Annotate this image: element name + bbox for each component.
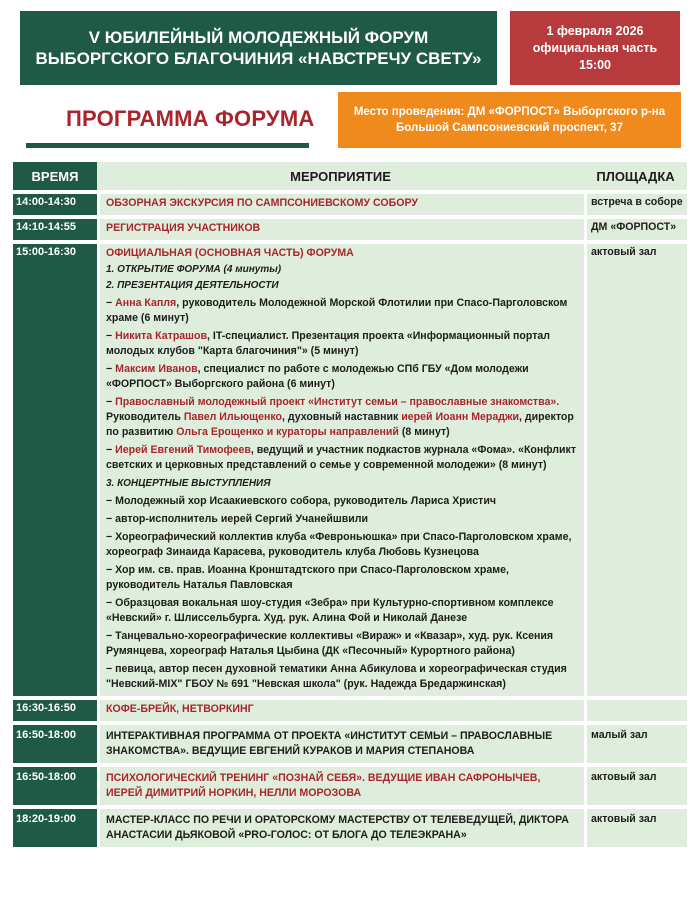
event-date: 1 февраля 2026 (546, 23, 644, 38)
official-part-label: официальная часть (532, 40, 658, 55)
row-time: 18:20-19:00 (13, 809, 97, 851)
presentation-item: − Никита Катрашов, IT-специалист. Презентация проекта «Информационный портал молодых клубов "Карта благочиния"» (5 минут) (106, 330, 551, 357)
list-item: − Хореографический коллектив клуба «Февроньюшка» при Спасо-Парголовском храме, хореограф Зинаида Карасева, руководитель клуба Любовь Кузнецова (106, 531, 572, 558)
table-header-row (13, 162, 687, 194)
official-part-time: 15:00 (579, 57, 611, 72)
header-place: ПЛОЩАДКА (584, 162, 687, 194)
venue-banner (338, 92, 681, 148)
list-item: − певица, автор песен духовной тематики Анна Абикулова и хореографическая студия "Невский-MIX" ГБОУ № 691 "Невская школа" (рук. Надежда Бредаржинская) (106, 663, 567, 690)
table-row (13, 194, 687, 219)
row-place: ДМ «ФОРПОСТ» (584, 219, 687, 244)
schedule-table (13, 162, 687, 851)
row-event-title: ИНТЕРАКТИВНАЯ ПРОГРАММА ОТ ПРОЕКТА «ИНСТИТУТ СЕМЬИ – ПРАВОСЛАВНЫЕ ЗНАКОМСТВА». ВЕДУЩИЕ ЕВГЕНИЙ КУРАКОВ И МАРИЯ СТЕПАНОВА (106, 730, 553, 757)
speaker-name: Максим Иванов (115, 363, 198, 375)
row-place: встреча в соборе (584, 194, 687, 219)
row-place: актовый зал (584, 809, 687, 851)
table-row (13, 809, 687, 851)
list-item: − Танцевально-хореографические коллективы «Вираж» и «Квазар», худ. рук. Ксения Румянцева, хореограф Наталья Цыбина (ДК «Песочный» Курортного района) (106, 630, 554, 657)
row-event-title: МАСТЕР-КЛАСС ПО РЕЧИ И ОРАТОРСКОМУ МАСТЕРСТВУ ОТ ТЕЛЕВЕДУЩЕЙ, ДИКТОРА АНАСТАСИИ ДЬЯКОВОЙ «PRO-ГОЛОС: ОТ БЛОГА ДО ТЕЛЕЭКРАНА» (106, 814, 569, 841)
program-title: ПРОГРАММА ФОРУМА (66, 106, 315, 131)
venue-line2: Большой Сампсониевский проспект, 37 (396, 122, 623, 134)
speaker-name: Никита Катрашов (115, 330, 207, 342)
speaker-name: Ольга Ерощенко и кураторы направлений (176, 426, 399, 438)
speaker-name: Иерей Евгений Тимофеев (115, 444, 251, 456)
list-item: − Образцовая вокальная шоу-студия «Зебра» при Культурно-спортивном комплексе «Невский» г. Шлиссельбурга. Худ. рук. Алина Фой и Николай Данезе (106, 597, 554, 624)
section-concerts: 3. КОНЦЕРТНЫЕ ВЫСТУПЛЕНИЯ (106, 478, 271, 489)
row-place (584, 700, 687, 725)
section-opening: 1. ОТКРЫТИЕ ФОРУМА (4 минуты) (106, 264, 282, 275)
row-time: 16:50-18:00 (13, 767, 97, 809)
speaker-name: Анна Капля (115, 297, 177, 309)
presentation-item: − Иерей Евгений Тимофеев, ведущий и участник подкастов журнала «Фома». «Конфликт светских и церковных представлений о семье у современной молодежи» (8 минут) (106, 444, 577, 471)
program-title-underline (26, 143, 309, 148)
row-event-title: ОФИЦИАЛЬНАЯ (ОСНОВНАЯ ЧАСТЬ) ФОРУМА (106, 247, 354, 259)
table-row (13, 219, 687, 244)
header-time: ВРЕМЯ (13, 162, 97, 194)
list-item: − автор-исполнитель иерей Сергий Учанейшвили (106, 513, 368, 525)
venue-line1: Место проведения: ДМ «ФОРПОСТ» Выборгского р-на (353, 106, 666, 118)
section-presentations: 2. ПРЕЗЕНТАЦИЯ ДЕЯТЕЛЬНОСТИ (106, 280, 279, 291)
row-time: 16:50-18:00 (13, 725, 97, 767)
date-banner (510, 11, 680, 85)
forum-title-line2: ВЫБОРГСКОГО БЛАГОЧИНИЯ «НАВСТРЕЧУ СВЕТУ» (35, 49, 482, 68)
row-event-title: РЕГИСТРАЦИЯ УЧАСТНИКОВ (106, 222, 261, 234)
presentation-item: − Анна Капля, руководитель Молодежной Морской Флотилии при Спасо-Парголовском храме (6 минут) (106, 297, 568, 324)
row-event-title: ОБЗОРНАЯ ЭКСКУРСИЯ ПО САМПСОНИЕВСКОМУ СОБОРУ (106, 197, 419, 209)
speaker-name: иерей Иоанн Мераджи (401, 411, 520, 423)
row-place: актовый зал (584, 767, 687, 809)
forum-title-line1: V ЮБИЛЕЙНЫЙ МОЛОДЕЖНЫЙ ФОРУМ (88, 28, 429, 47)
row-place: актовый зал (584, 244, 687, 700)
row-time: 15:00-16:30 (13, 244, 97, 700)
row-time: 14:10-14:55 (13, 219, 97, 244)
project-name: Православный молодежный проект «Институт семьи – православные знакомства». (115, 396, 560, 408)
header-event: МЕРОПРИЯТИЕ (97, 162, 584, 194)
table-row (13, 725, 687, 767)
speaker-name: Павел Ильющенко (183, 411, 283, 423)
row-event-title: ПСИХОЛОГИЧЕСКИЙ ТРЕНИНГ «ПОЗНАЙ СЕБЯ». ВЕДУЩИЕ ИВАН САФРОНЫЧЕВ, ИЕРЕЙ ДИМИТРИЙ НОРКИН, НЕЛЛИ МОРОЗОВА (106, 772, 541, 799)
table-row (13, 767, 687, 809)
list-item: − Хор им. св. прав. Иоанна Кронштадтского при Спасо-Парголовском храме, руководитель Наталья Павловская (106, 564, 509, 591)
row-time: 16:30-16:50 (13, 700, 97, 725)
row-event-title: КОФЕ-БРЕЙК, НЕТВОРКИНГ (106, 703, 254, 715)
table-row (13, 700, 687, 725)
list-item: − Молодежный хор Исаакиевского собора, руководитель Лариса Христич (106, 495, 496, 507)
row-place: малый зал (584, 725, 687, 767)
forum-title-banner (20, 11, 497, 85)
table-row (13, 244, 687, 700)
row-time: 14:00-14:30 (13, 194, 97, 219)
presentation-item: − Максим Иванов, специалист по работе с молодежью СПб ГБУ «Дом молодежи «ФОРПОСТ» Выборгского района (6 минут) (106, 363, 529, 390)
presentation-item: − Православный молодежный проект «Институт семьи – православные знакомства». Руководитель Павел Ильющенко, духовный наставник иерей Иоанн Мераджи, директор по развитию Ольга Ерощенко и кураторы направлений (8 минут) (106, 396, 574, 438)
